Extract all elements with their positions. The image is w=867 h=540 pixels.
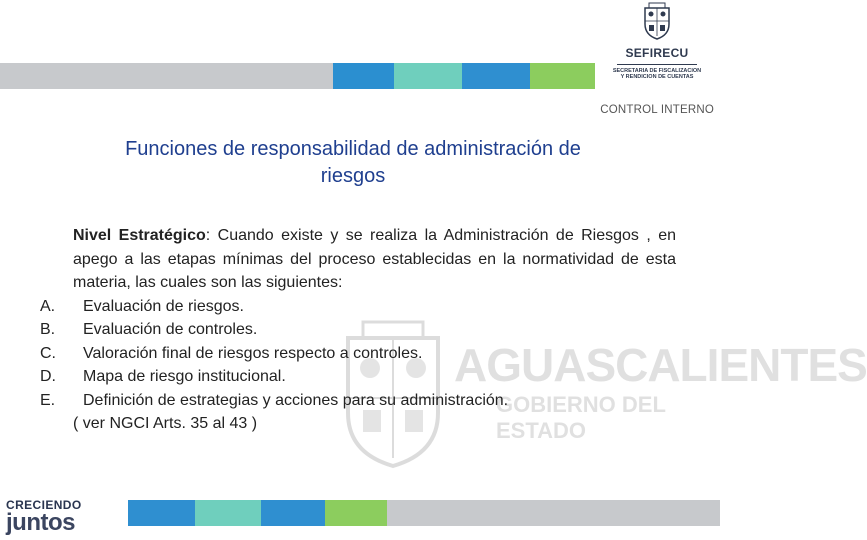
bottom-color-bar (128, 500, 720, 526)
list-item (40, 318, 676, 342)
top-bar-segment-blue (333, 63, 394, 89)
org-subtitle-line1: SECRETARIA DE FISCALIZACION (612, 68, 702, 74)
top-bar-segment-teal (394, 63, 462, 89)
crest-icon (639, 2, 675, 40)
list-item (40, 342, 676, 366)
watermark-line2: GOBIERNO DEL ESTADO (496, 392, 666, 443)
bottom-bar-segment-teal (195, 500, 261, 526)
list-item (40, 365, 676, 389)
list-item-letter: E. (40, 391, 56, 409)
list-item-text: Valoración final de riesgos respecto a controles. (83, 344, 423, 362)
intro-paragraph (40, 224, 676, 295)
bottom-bar-segment-blue-2 (261, 500, 325, 526)
slide-title (40, 136, 666, 190)
list-item-text: Definición de estrategias y acciones para su administración. (83, 391, 509, 409)
org-name: SEFIRECU (625, 46, 689, 60)
list-item-letter: D. (40, 368, 56, 385)
list-item-letter: B. (40, 321, 56, 338)
bottom-bar-segment-green (325, 500, 387, 526)
list-item-text: Evaluación de controles. (83, 321, 258, 338)
logo-divider (617, 64, 697, 65)
list-item (40, 389, 676, 413)
reference-note: ( ver NGCI Arts. 35 al 43 ) (73, 415, 258, 432)
list-item-letter: A. (40, 297, 56, 315)
list-item-text: Mapa de riesgo institucional. (83, 368, 286, 385)
logo-line2: juntos (6, 509, 75, 536)
intro-text: : Cuando existe y se realiza la Administración de Riesgos , en apego a las etapas mínimas del proceso establecidas en la normatividad de esta materia, las cuales son las siguientes: (73, 227, 677, 291)
org-subtitle-line2: Y RENDICION DE CUENTAS (620, 74, 694, 80)
sefirecu-logo (598, 2, 716, 82)
top-bar-segment-green (530, 63, 595, 89)
bottom-bar-segment-blue (128, 500, 195, 526)
top-bar-segment-blue-2 (462, 63, 530, 89)
bottom-bar-segment-gray (387, 500, 720, 526)
list-item (40, 295, 676, 319)
creciendo-juntos-logo (6, 498, 126, 538)
logo-line1: CRECIENDO (6, 498, 82, 512)
slide-title-line1: Funciones de responsabilidad de administración de (125, 138, 581, 160)
top-color-bar (0, 63, 595, 89)
list-item-text: Evaluación de riesgos. (83, 297, 244, 315)
slide-body (40, 224, 676, 436)
watermark-line1: AGUASCALIENTES (454, 339, 867, 391)
intro-bold: Nivel Estratégico (73, 227, 206, 244)
section-label: CONTROL INTERNO (600, 104, 714, 116)
list-item-letter: C. (40, 344, 56, 362)
slide-title-line2: riesgos (320, 165, 386, 187)
top-bar-segment-gray (0, 63, 333, 89)
